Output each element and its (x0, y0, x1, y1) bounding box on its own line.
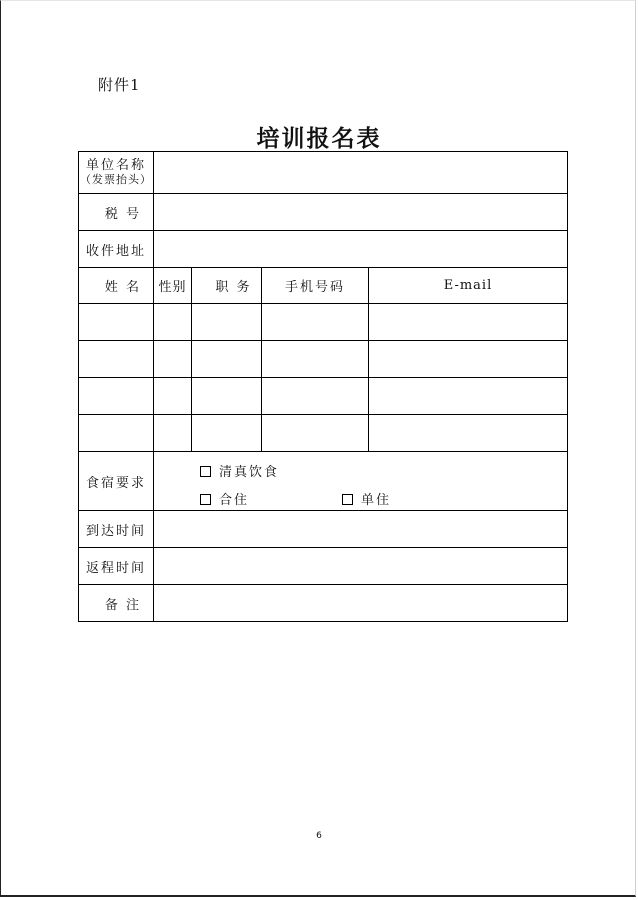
meal-requirements-row (79, 452, 568, 511)
remarks-field[interactable] (154, 585, 568, 622)
attendee-gender-field[interactable] (154, 304, 192, 341)
arrival-time-row (79, 511, 568, 548)
attendee-header-row (79, 268, 568, 304)
unit-name-label (79, 152, 154, 194)
shared-room-checkbox-icon[interactable] (200, 494, 211, 505)
tax-id-field[interactable] (154, 194, 568, 231)
attendee-row (79, 415, 568, 452)
invoice-title-text: （发票抬头） (80, 172, 152, 186)
return-time-label: 返程时间 (79, 548, 154, 585)
attachment-label: 附件1 (98, 76, 141, 94)
unit-name-text: 单位名称 (85, 157, 146, 173)
attendee-row (79, 378, 568, 415)
attendee-email-field[interactable] (369, 304, 568, 341)
page-number: 6 (316, 831, 322, 841)
attendee-name-field[interactable] (79, 304, 154, 341)
tax-id-label: 税 号 (79, 194, 154, 231)
attendee-email-field[interactable] (369, 415, 568, 452)
attendee-row (79, 341, 568, 378)
attendee-name-field[interactable] (79, 415, 154, 452)
attendee-position-field[interactable] (192, 304, 262, 341)
arrival-time-label: 到达时间 (79, 511, 154, 548)
header-phone: 手机号码 (262, 268, 369, 304)
single-room-option[interactable] (342, 489, 391, 508)
header-name: 姓 名 (79, 268, 154, 304)
attendee-name-field[interactable] (79, 378, 154, 415)
halal-label: 清真饮食 (219, 465, 280, 480)
attendee-row (79, 304, 568, 341)
header-position: 职 务 (192, 268, 262, 304)
attendee-gender-field[interactable] (154, 415, 192, 452)
attendee-phone-field[interactable] (262, 304, 369, 341)
meal-requirements-label: 食宿要求 (79, 452, 154, 511)
form-title: 培训报名表 (256, 126, 382, 152)
shared-room-label: 合住 (219, 493, 250, 508)
arrival-time-field[interactable] (154, 511, 568, 548)
halal-option[interactable] (200, 461, 279, 480)
tax-id-row (79, 194, 568, 231)
attendee-position-field[interactable] (192, 415, 262, 452)
attendee-phone-field[interactable] (262, 415, 369, 452)
halal-checkbox-icon[interactable] (200, 466, 211, 477)
attendee-position-field[interactable] (192, 341, 262, 378)
return-time-row (79, 548, 568, 585)
return-time-field[interactable] (154, 548, 568, 585)
registration-form (78, 151, 568, 622)
header-email: E-mail (369, 268, 568, 304)
mail-address-row (79, 231, 568, 268)
attendee-phone-field[interactable] (262, 341, 369, 378)
meal-requirements-options (154, 452, 568, 511)
unit-name-row (79, 152, 568, 194)
attendee-email-field[interactable] (369, 378, 568, 415)
unit-name-field[interactable] (154, 152, 568, 194)
header-gender: 性别 (154, 268, 192, 304)
attendee-name-field[interactable] (79, 341, 154, 378)
remarks-row (79, 585, 568, 622)
shared-room-option[interactable] (200, 489, 249, 508)
single-room-checkbox-icon[interactable] (342, 494, 353, 505)
attendee-phone-field[interactable] (262, 378, 369, 415)
remarks-label: 备 注 (79, 585, 154, 622)
mail-address-label: 收件地址 (79, 231, 154, 268)
attendee-position-field[interactable] (192, 378, 262, 415)
attendee-email-field[interactable] (369, 341, 568, 378)
attendee-gender-field[interactable] (154, 341, 192, 378)
attendee-gender-field[interactable] (154, 378, 192, 415)
single-room-label: 单住 (361, 493, 392, 508)
mail-address-field[interactable] (154, 231, 568, 268)
